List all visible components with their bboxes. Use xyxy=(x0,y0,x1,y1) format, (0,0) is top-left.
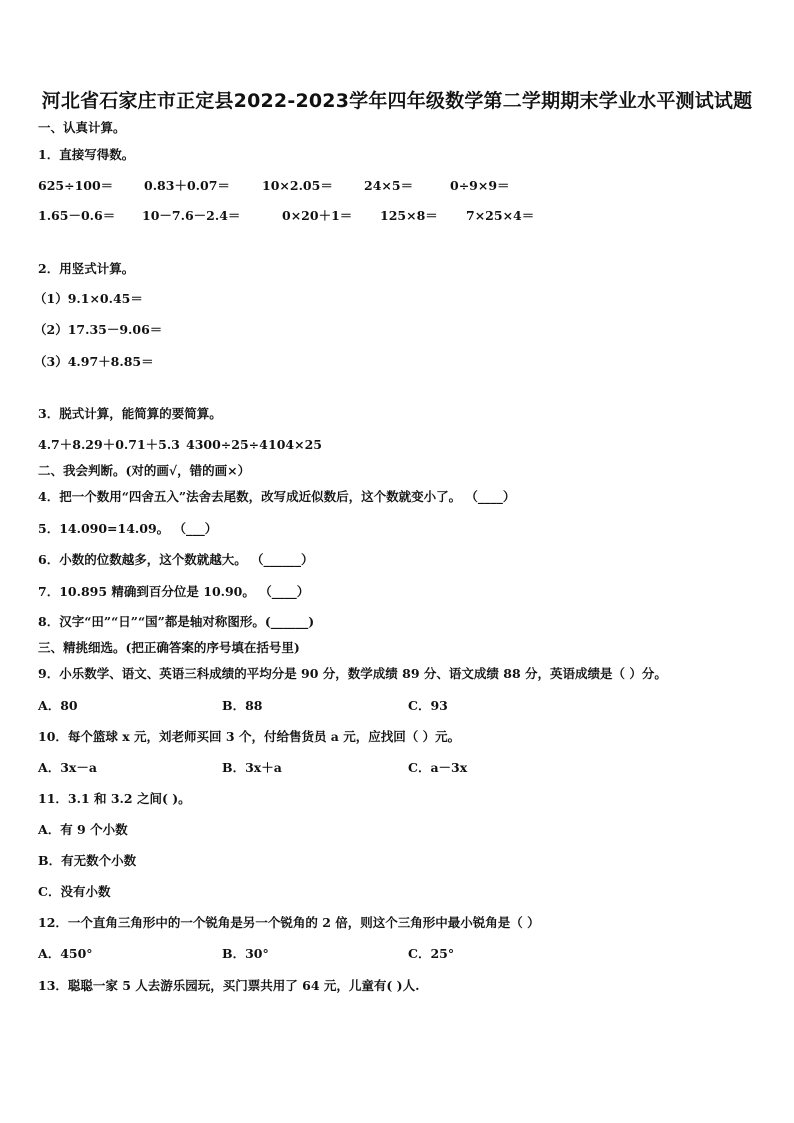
q10-option-a: A．3x－a xyxy=(38,760,97,775)
question-13-stem: 13．聪聪一家 5 人去游乐园玩，买门票共用了 64 元，儿童有( )人. xyxy=(38,978,420,993)
question-2-label: 2．用竖式计算。 xyxy=(38,261,135,276)
q10-option-b: B．3x＋a xyxy=(222,760,282,775)
q11-option-c: C．没有小数 xyxy=(38,884,111,899)
q9-option-a: A．80 xyxy=(38,698,78,713)
question-7: 7．10.895 精确到百分位是 10.90。 （____） xyxy=(38,584,310,599)
q12-option-c: C．25° xyxy=(408,946,455,961)
q1-row-2 xyxy=(38,208,758,224)
q3-row xyxy=(38,437,758,453)
q9-option-b: B．88 xyxy=(222,698,263,713)
q12-option-b: B．30° xyxy=(222,946,269,961)
q3-item-1: 4.7＋8.29＋0.71＋5.3 xyxy=(38,437,180,452)
q1-r1-c4: 24×5＝ xyxy=(364,178,414,193)
q1-r2-c5: 7×25×4＝ xyxy=(466,208,535,223)
q10-options xyxy=(38,760,758,776)
question-8: 8．汉字“田”“日”“国”都是轴对称图形。(______) xyxy=(38,614,315,629)
question-11-stem: 11．3.1 和 3.2 之间( )。 xyxy=(38,791,191,806)
question-1-label: 1．直接写得数。 xyxy=(38,147,135,162)
question-9-stem: 9．小乐数学、语文、英语三科成绩的平均分是 90 分，数学成绩 89 分、语文成绩 88 分，英语成绩是（ ）分。 xyxy=(38,666,667,681)
section-2-heading: 二、我会判断。(对的画√，错的画×） xyxy=(38,463,251,478)
document-title: 河北省石家庄市正定县2022-2023学年四年级数学第二学期期末学业水平测试试题 xyxy=(41,90,753,112)
q11-option-b: B．有无数个小数 xyxy=(38,853,137,868)
q1-r1-c2: 0.83＋0.07＝ xyxy=(144,178,230,193)
q1-r2-c3: 0×20＋1＝ xyxy=(282,208,353,223)
q1-r2-c2: 10－7.6－2.4＝ xyxy=(142,208,241,223)
question-6: 6．小数的位数越多，这个数就越大。 （______） xyxy=(38,552,314,567)
q1-r1-c1: 625÷100＝ xyxy=(38,178,114,193)
q1-r2-c4: 125×8＝ xyxy=(380,208,438,223)
q1-r1-c5: 0÷9×9＝ xyxy=(450,178,510,193)
q9-option-c: C．93 xyxy=(408,698,448,713)
question-12-stem: 12．一个直角三角形中的一个锐角是另一个锐角的 2 倍，则这个三角形中最小锐角是（ ） xyxy=(38,915,540,930)
q1-r2-c1: 1.65－0.6＝ xyxy=(38,208,116,223)
q12-options xyxy=(38,946,758,962)
question-10-stem: 10．每个篮球 x 元，刘老师买回 3 个，付给售货员 a 元，应找回（ ）元。 xyxy=(38,729,461,744)
question-3-label: 3．脱式计算，能简算的要简算。 xyxy=(38,406,222,421)
q2-item-2: （2）17.35－9.06＝ xyxy=(34,322,163,337)
q10-option-c: C．a－3x xyxy=(408,760,468,775)
q1-row-1 xyxy=(38,178,758,194)
q9-options xyxy=(38,698,758,714)
q2-item-3: （3）4.97＋8.85＝ xyxy=(34,354,154,369)
q11-option-a: A．有 9 个小数 xyxy=(38,822,128,837)
question-4: 4．把一个数用“四舍五入”法舍去尾数，改写成近似数后，这个数就变小了。 （____） xyxy=(38,489,516,504)
q1-r1-c3: 10×2.05＝ xyxy=(262,178,333,193)
q3-item-3: 104×25 xyxy=(268,437,322,452)
section-1-heading: 一、认真计算。 xyxy=(38,120,126,135)
q2-item-1: （1）9.1×0.45＝ xyxy=(34,291,143,306)
q3-item-2: 4300÷25÷4 xyxy=(186,437,268,452)
q12-option-a: A．450° xyxy=(38,946,93,961)
question-5: 5．14.090=14.09。 （___） xyxy=(38,521,218,536)
section-3-heading: 三、精挑细选。(把正确答案的序号填在括号里) xyxy=(38,640,300,655)
